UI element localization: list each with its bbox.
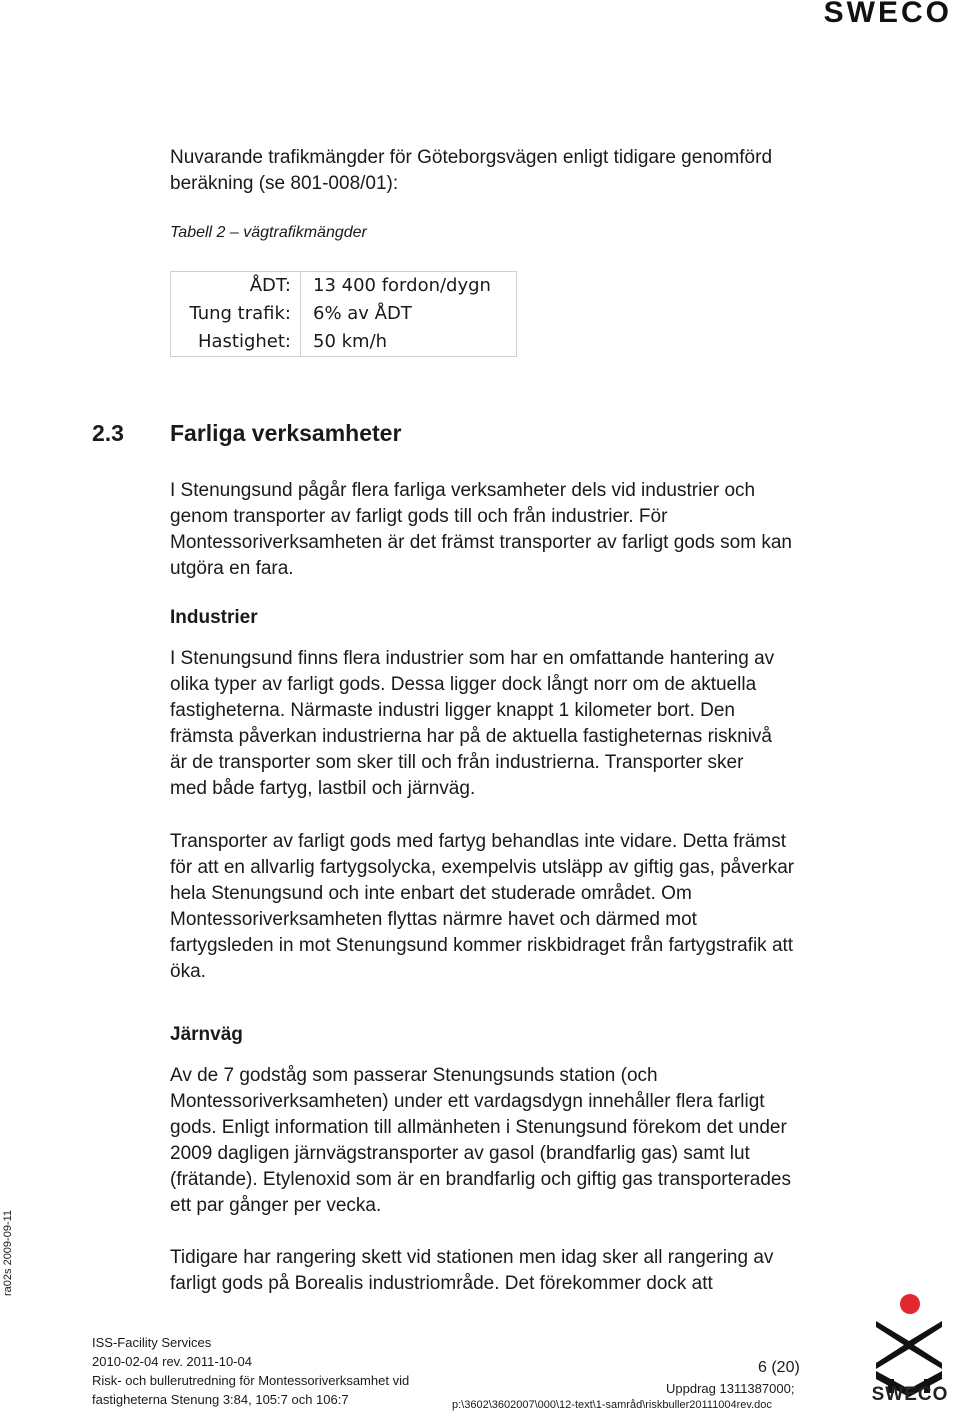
table-row [171,328,517,357]
table-row [171,300,517,328]
footer-report-title-1: Risk- och bullerutredning för Montessoriverksamhet vid [92,1373,410,1388]
sweco-logo-top: SWECO [823,0,952,29]
sweco-logo-bottom-text: SWECO [871,1384,949,1405]
document-code: ra02s 2009-09-11 [2,1209,14,1296]
logo-red-dot [900,1294,920,1314]
traffic-table [170,271,517,357]
industrier-heading: Industrier [170,607,258,628]
jarnvag-heading: Järnväg [170,1024,243,1045]
footer-assignment: Uppdrag 1311387000; [666,1381,795,1396]
table-label: ÅDT: [171,272,301,301]
intro-paragraph: Nuvarande trafikmängder för Göteborgsvägen enligt tidigare genomförd beräkning (se 801-008/01): [170,147,773,194]
industrier-paragraph-1: I Stenungsund finns flera industrier som har en omfattande hantering av olika typer av farligt gods. Dessa ligger dock långt norr om de aktuella fastigheterna. Närmaste industri ligger knappt 1 kilometer bort. Den främsta påverkan industrierna har på de aktuella fastigheternas risknivå är de transporter som sker till och från industrierna. Transporter sker med både fartyg, lastbil och järnväg. [170,648,775,799]
section-title: Farliga verksamheter [170,420,402,446]
table-label: Hastighet: [171,328,301,357]
footer-page-number: 6 (20) [758,1359,800,1376]
table-value: 6% av ÅDT [313,303,412,324]
logo-x-shape [876,1321,942,1369]
footer-filepath: p:\3602\3602007\000\12-text\1-samråd\riskbuller20111004rev.doc [452,1399,772,1411]
jarnvag-paragraph-2: Tidigare har rangering skett vid stationen men idag sker all rangering av farligt gods på Borealis industriområde. Det förekommer dock att [170,1247,774,1294]
section-heading [92,420,401,447]
table-value: 13 400 fordon/dygn [313,275,491,296]
footer-report-title-2: fastigheterna Stenung 3:84, 105:7 och 106:7 [92,1392,349,1407]
industrier-paragraph-2: Transporter av farligt gods med fartyg behandlas inte vidare. Detta främst för att en allvarlig fartygsolycka, exempelvis utsläpp av giftig gas, påverkar hela Stenungsund och inte enbart det studerade området. Om Montessoriverksamheten flyttas närmre havet och därmed mot fartygsleden in mot Stenungsund kommer riskbidraget från fartygstrafik att öka. [170,831,795,982]
jarnvag-paragraph-1: Av de 7 godståg som passerar Stenungsunds station (och Montessoriverksamheten) under ett vardagsdygn innehåller flera farligt gods. Enligt information till allmänheten i Stenungsund förekom det under 2009 dagligen järnvägstransporter av gasol (brandfarlig gas) samt lut (frätande). Etylenoxid som är en brandfarlig och giftig gas transporterades ett par gånger per vecka. [170,1065,791,1216]
footer-dates: 2010-02-04 rev. 2011-10-04 [92,1354,252,1369]
section-paragraph: I Stenungsund pågår flera farliga verksamheter dels vid industrier och genom transporter av farligt gods till och från industrier. För Montessoriverksamheten är det främst transporter av farligt gods som kan utgöra en fara. [170,480,792,579]
table-label: Tung trafik: [171,300,301,328]
footer-client: ISS-Facility Services [92,1335,212,1350]
table-value: 50 km/h [313,331,388,352]
section-number: 2.3 [92,420,124,446]
table-caption: Tabell 2 – vägtrafikmängder [170,224,367,241]
table-row [171,272,517,301]
